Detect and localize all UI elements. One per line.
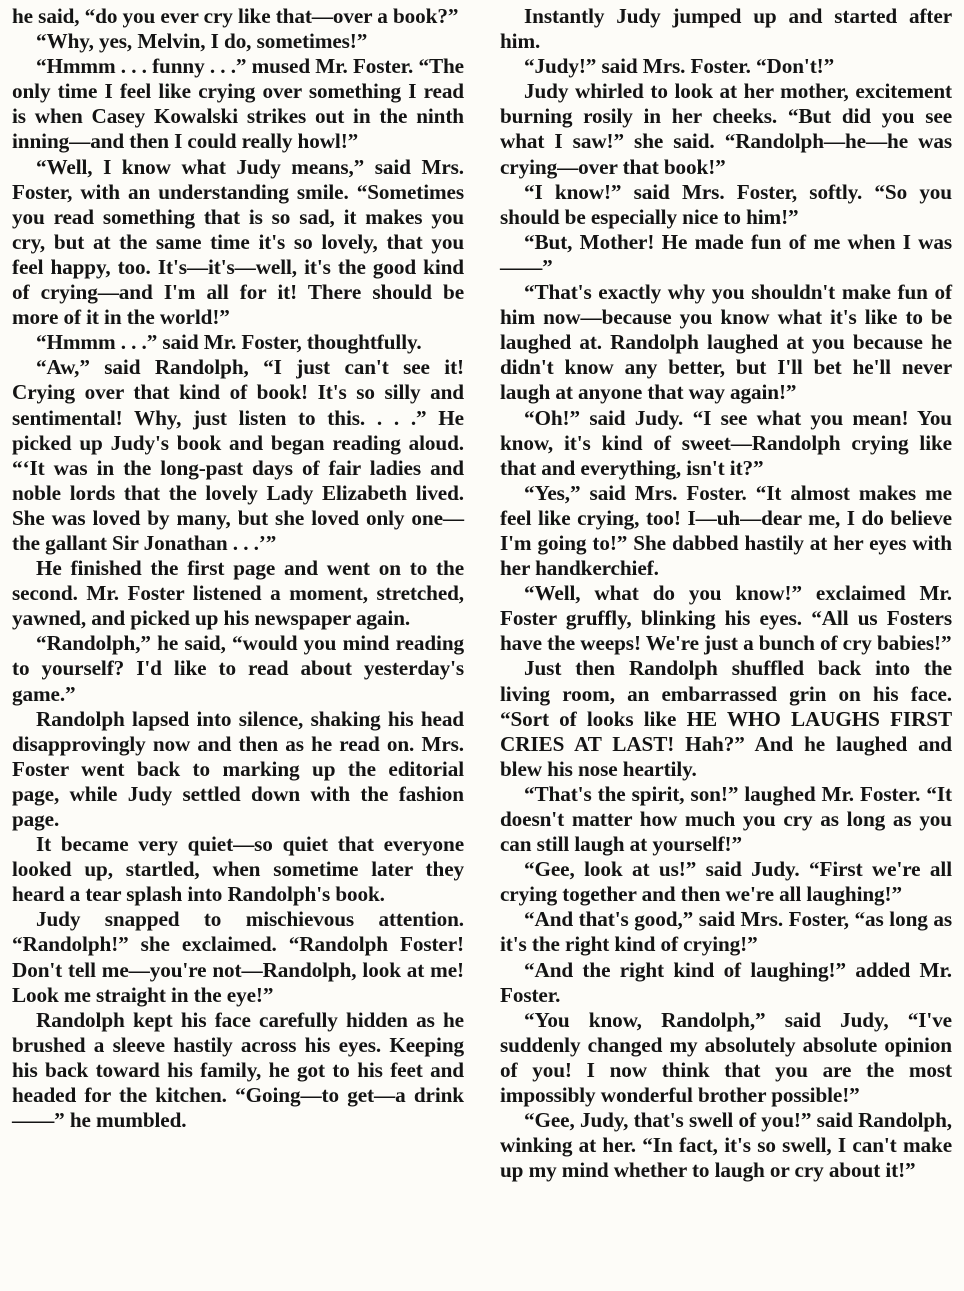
paragraph: It became very quiet—so quiet that everyone looked up, startled, when sometime later they heard a tear splash into Randolph's book. (12, 832, 464, 907)
paragraph: “You know, Randolph,” said Judy, “I've suddenly changed my absolutely absolute opinion of you! I now think that you are the most impossibly wonderful brother possible!” (500, 1007, 952, 1108)
paragraph: “That's the spirit, son!” laughed Mr. Foster. “It doesn't matter how much you cry as long as you can still laugh at yourself!” (500, 781, 952, 857)
paragraph: Instantly Judy jumped up and started after him. (500, 4, 952, 54)
paragraph: “Aw,” said Randolph, “I just can't see it! Crying over that kind of book! It's so silly and sentimental! Why, just listen to this. . . .” He picked up Judy's book and began reading aloud. “‘It was in the long-past days of fair ladies and noble lords that the lovely Lady Elizabeth lived. She was loved by many, but she loved only one—the gallant Sir Jonathan . . .’” (12, 355, 464, 555)
paragraph: “Yes,” said Mrs. Foster. “It almost makes me feel like crying, too! I—uh—dear me, I do believe I'm going to!” She dabbed hastily at her eyes with her handkerchief. (500, 480, 952, 581)
paragraph: “And that's good,” said Mrs. Foster, “as long as it's the right kind of crying!” (500, 907, 952, 957)
paragraph: “Hmmm . . . funny . . .” mused Mr. Foster. “The only time I feel like crying over something I read is when Casey Kowalski strikes out in the ninth inning—and then I could really howl!” (12, 54, 464, 154)
paragraph: “That's exactly why you shouldn't make fun of him now—because you know what it's like to be laughed at. Randolph laughed at you because he didn't know any better, but I'll bet he'll never laugh at anyone that way again!” (500, 280, 952, 405)
paragraph: Randolph lapsed into silence, shaking his head disapprovingly now and then as he read on. Mrs. Foster went back to marking up the editorial page, while Judy settled down with the fashion page. (12, 706, 464, 831)
paragraph: “Gee, look at us!” said Judy. “First we're all crying together and then we're all laughing!” (500, 857, 952, 907)
paragraph: “And the right kind of laughing!” added Mr. Foster. (500, 957, 952, 1007)
left-text-column (12, 4, 464, 1133)
paragraph: Judy snapped to mischievous attention. “Randolph!” she exclaimed. “Randolph Foster! Don't tell me—you're not—Randolph, look at me! Look me straight in the eye!” (12, 907, 464, 1007)
paragraph: “Judy!” said Mrs. Foster. “Don't!” (524, 54, 835, 79)
paragraph: “Oh!” said Judy. “I see what you mean! You know, it's kind of sweet—Randolph crying like that and everything, isn't it?” (500, 405, 952, 480)
right-text-column (500, 4, 952, 1183)
paragraph: “Gee, Judy, that's swell of you!” said Randolph, winking at her. “In fact, it's so swell, I can't make up my mind whether to laugh or cry about it!” (500, 1108, 952, 1183)
paragraph: “But, Mother! He made fun of me when I was——” (500, 229, 952, 279)
paragraph: “Hmmm . . .” said Mr. Foster, thoughtfully. (36, 330, 422, 355)
paragraph: “Why, yes, Melvin, I do, sometimes!” (36, 29, 368, 54)
paragraph: “Well, I know what Judy means,” said Mrs. Foster, with an understanding smile. “Sometimes you read something that is so sad, it makes you cry, but at the same time it's so lovely, that you feel happy, too. It's—it's—well, it's the good kind of crying—and I'm all for it! There should be more of it in the world!” (12, 154, 464, 330)
paragraph: Just then Randolph shuffled back into the living room, an embarrassed grin on his face. “Sort of looks like HE WHO LAUGHS FIRST CRIES AT LAST! Hah?” And he laughed and blew his nose heartily. (500, 656, 952, 781)
paragraph: “Randolph,” he said, “would you mind reading to yourself? I'd like to read about yesterday's game.” (12, 631, 464, 706)
paragraph: Judy whirled to look at her mother, excitement burning rosily in her cheeks. “But did you see what I saw!” she said. “Randolph—he—he was crying—over that book!” (500, 79, 952, 179)
paragraph: “I know!” said Mrs. Foster, softly. “So you should be especially nice to him!” (500, 179, 952, 229)
paragraph: “Well, what do you know!” exclaimed Mr. Foster gruffly, blinking his eyes. “All us Fosters have the weeps! We're just a bunch of cry babies!” (500, 581, 952, 656)
paragraph: he said, “do you ever cry like that—over a book?” (12, 4, 459, 28)
paragraph: He finished the first page and went on to the second. Mr. Foster listened a moment, stretched, yawned, and picked up his newspaper again. (12, 556, 464, 631)
paragraph: Randolph kept his face carefully hidden as he brushed a sleeve hastily across his eyes. Keeping his back toward his family, he got to his feet and headed for the kitchen. “Going—to get—a drink——” he mumbled. (12, 1007, 464, 1133)
